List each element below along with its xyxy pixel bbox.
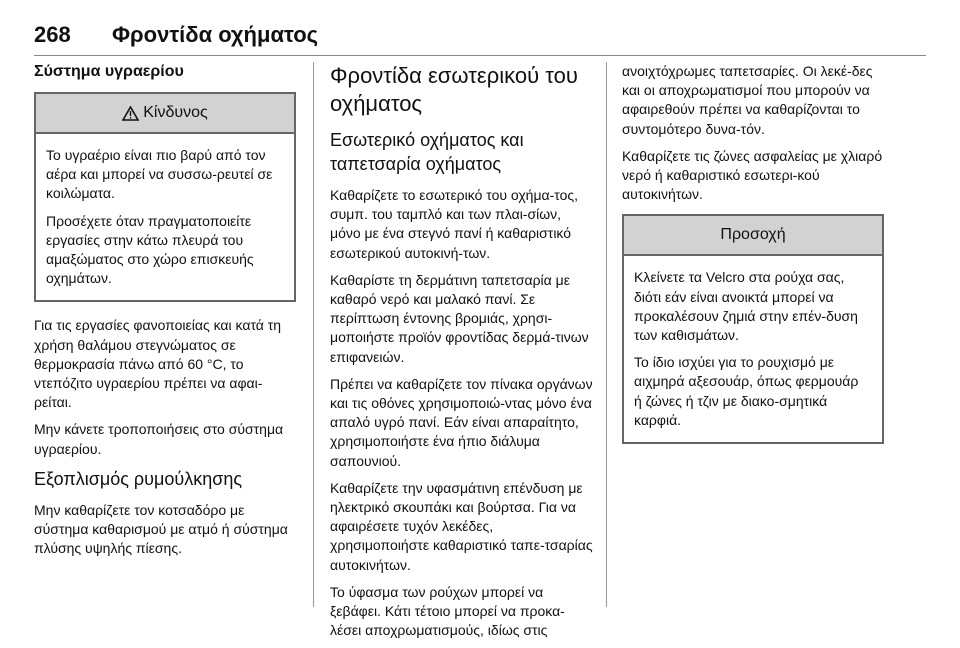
caution-text-1: Κλείνετε τα Velcro στα ρούχα σας, διότι εάν είναι ανοικτά μπορεί να προκαλέσουν ζημιά στην επέν-δυση των καθισμάτων. xyxy=(634,269,858,344)
section-heading-interior: Φροντίδα εσωτερικού του οχήματος xyxy=(330,63,578,116)
header-divider xyxy=(34,55,926,56)
danger-text-1: Το υγραέριο είναι πιο βαρύ από τον αέρα και μπορεί να συσσω-ρευτεί σε κοιλώματα. xyxy=(46,147,273,202)
paragraph: Καθαρίζετε τις ζώνες ασφαλείας με χλιαρό νερό ή καθαριστικό εσωτερι-κού αυτοκινήτων. xyxy=(622,147,883,203)
paragraph: ανοιχτόχρωμες ταπετσαρίες. Οι λεκέ-δες και οι αποχρωματισμοί που μπορούν να αφαιρεθούν πρέπει να καθαρίζονται το συντομότερο δυνα-τόν. xyxy=(622,63,873,137)
section-heading-lpg: Σύστημα υγραερίου xyxy=(34,63,184,80)
page-number: 268 xyxy=(34,22,71,47)
caution-box xyxy=(622,214,884,444)
paragraph: Για τις εργασίες φανοποιείας και κατά τη χρήση θαλάμου στεγνώματος σε θερμοκρασία πάνω από 60 °C, το ντεπόζιτο υγραερίου πρέπει να αφαι-ρείται. xyxy=(34,317,282,411)
page-header xyxy=(34,22,926,50)
page-title: Φροντίδα οχήματος xyxy=(112,22,319,47)
caution-label: Προσοχή xyxy=(720,226,786,244)
column-2 xyxy=(330,62,594,648)
paragraph: Μην κάνετε τροποποιήσεις στο σύστημα υγραερίου. xyxy=(34,421,284,457)
paragraph: Το ύφασμα των ρούχων μπορεί να ξεβάφει. Κάτι τέτοιο μπορεί να προκα-λέσει αποχρωματισμούς, ιδίως στις xyxy=(330,583,565,639)
warning-triangle-icon xyxy=(122,106,139,121)
caution-box-header xyxy=(624,216,882,256)
paragraph: Καθαρίζετε την υφασμάτινη επένδυση με ηλεκτρικό σκουπάκι και βούρτσα. Για να αφαιρέσετε τυχόν λεκέδες, χρησιμοποιήστε καθαριστικό ταπε-τσαρίας αυτοκινήτων. xyxy=(330,479,593,573)
caution-text-2: Το ίδιο ισχύει για το ρουχισμό με αιχμηρά αξεσουάρ, όπως φερμουάρ ή ζώνες ή τζιν με διακο-σμητικά καρφιά. xyxy=(634,354,859,428)
paragraph: Πρέπει να καθαρίζετε τον πίνακα οργάνων και τις οθόνες χρησιμοποιώ-ντας μόνο ένα απαλό υγρό πανί. Εάν είναι απαραίτητο, χρησιμοποιήστε ένα ήπιο διάλυμα σαπουνιού. xyxy=(330,375,593,469)
danger-box-header xyxy=(36,94,294,134)
paragraph: Μην καθαρίζετε τον κοτσαδόρο με σύστημα καθαρισμού με ατμό ή σύστημα πλύσης υψηλής πίεσης. xyxy=(34,501,288,557)
subheading-towing: Εξοπλισμός ρυμούλκησης xyxy=(34,468,243,489)
subheading-upholstery: Εσωτερικό οχήματος και ταπετσαρία οχήματος xyxy=(330,130,524,174)
danger-box xyxy=(34,92,296,302)
paragraph: Καθαρίστε τη δερμάτινη ταπετσαρία με καθαρό νερό και μαλακό πανί. Σε περίπτωση έντονης βρομιάς, χρησι-μοποιήστε προϊόν φροντίδας δερμά-τινων επιφανειών. xyxy=(330,271,589,365)
column-3 xyxy=(622,62,884,458)
danger-label: Κίνδυνος xyxy=(143,104,208,121)
paragraph: Καθαρίζετε το εσωτερικό του οχήμα-τος, συμπ. του ταμπλό και των πλαι-σίων, μόνο με ένα στεγνό πανί ή καθαριστικό εσωτερικού αυτοκινή-των. xyxy=(330,187,579,261)
column-divider-1 xyxy=(313,62,314,607)
danger-text-2: Προσέχετε όταν πραγματοποιείτε εργασίες στην κάτω πλευρά του αμαξώματος στο χώρο επισκευής οχημάτων. xyxy=(46,212,254,287)
column-1 xyxy=(34,62,296,566)
column-divider-2 xyxy=(606,62,607,607)
caution-box-body xyxy=(624,256,882,442)
danger-box-body xyxy=(36,134,294,300)
